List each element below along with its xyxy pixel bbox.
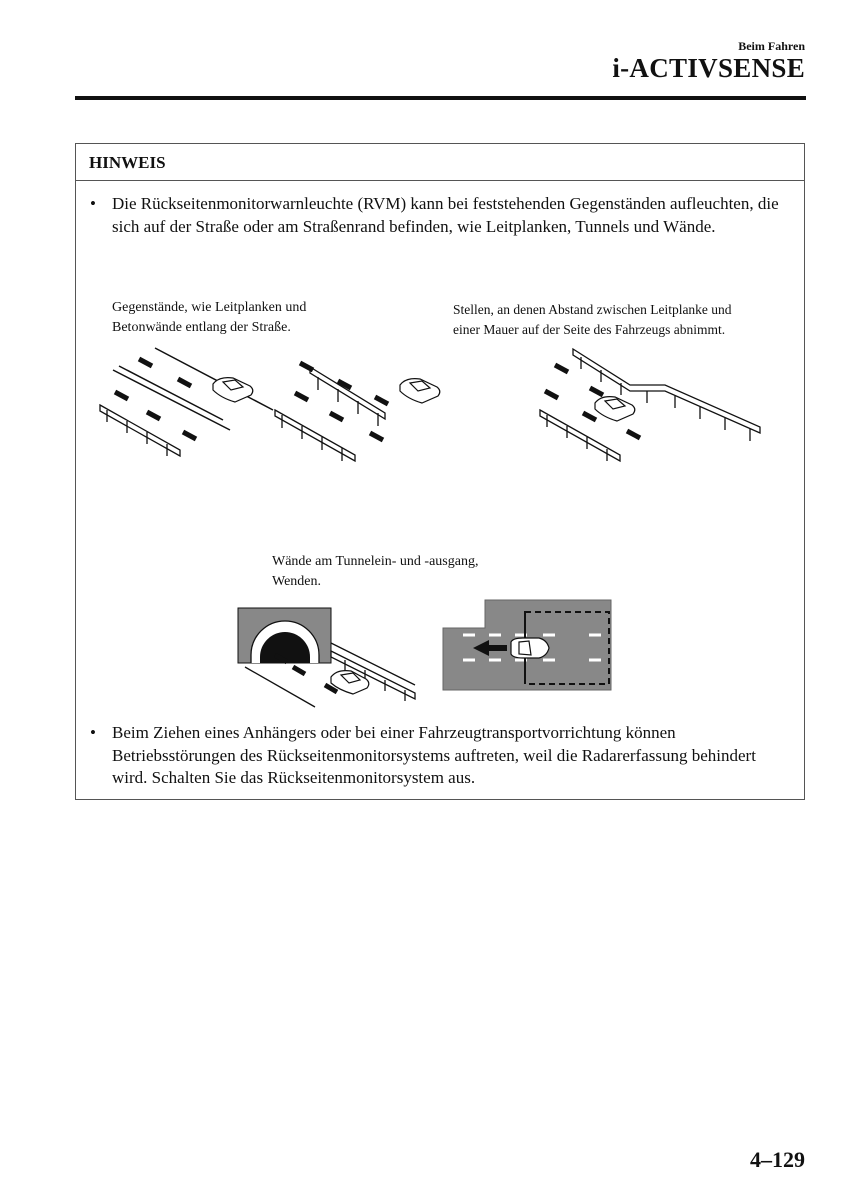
header-rule bbox=[75, 96, 806, 100]
note-bullet-2 bbox=[90, 722, 784, 790]
caption-line: Gegenstände, wie Leitplanken und bbox=[112, 300, 307, 315]
car-icon bbox=[511, 638, 549, 658]
caption-line: Betonwände entlang der Straße. bbox=[112, 320, 291, 335]
car-icon bbox=[595, 397, 635, 421]
car-icon bbox=[400, 379, 440, 403]
page-number: 4–129 bbox=[750, 1147, 805, 1172]
bullet-text: Beim Ziehen eines Anhängers oder bei einer Fahrzeugtransportvorrichtung können Betriebsstörungen des Rückseitenmonitorsystems auftreten, weil die Radarerfassung behindert wird. Schalten Sie das Rückseitenmonitorsystem aus. bbox=[112, 723, 756, 787]
bullet-symbol: • bbox=[90, 194, 96, 213]
caption-tunnel bbox=[272, 552, 478, 592]
car-icon bbox=[213, 378, 253, 402]
diagram-road-narrowing bbox=[535, 345, 775, 470]
caption-line: Stellen, an denen Abstand zwischen Leitplanke und bbox=[453, 302, 732, 317]
diagram-road-barrier bbox=[95, 340, 275, 470]
caption-guardrails bbox=[112, 298, 306, 338]
caption-line: einer Mauer auf der Seite des Fahrzeugs abnimmt. bbox=[453, 322, 726, 337]
page-title: i-ACTIVSENSE bbox=[612, 53, 805, 83]
note-header bbox=[76, 144, 804, 181]
note-bullet-1 bbox=[90, 193, 784, 238]
caption-narrowing bbox=[453, 300, 732, 340]
bullet-symbol: • bbox=[90, 723, 96, 742]
caption-line: Wände am Tunnelein- und -ausgang, bbox=[272, 554, 479, 569]
note-title: HINWEIS bbox=[89, 153, 166, 172]
note-box bbox=[75, 143, 805, 800]
bullet-text: Die Rückseitenmonitorwarnleuchte (RVM) kann bei feststehenden Gegenständen aufleuchten, die sich auf der Straße oder am Straßenrand befinden, wie Leitplanken, Tunnels und Wände. bbox=[112, 194, 779, 236]
caption-line: Wenden. bbox=[272, 574, 322, 589]
diagram-road-guardrails bbox=[270, 355, 450, 470]
header-section: Beim Fahren bbox=[738, 39, 805, 53]
diagram-tunnel bbox=[235, 605, 425, 710]
diagram-turn bbox=[443, 598, 613, 698]
